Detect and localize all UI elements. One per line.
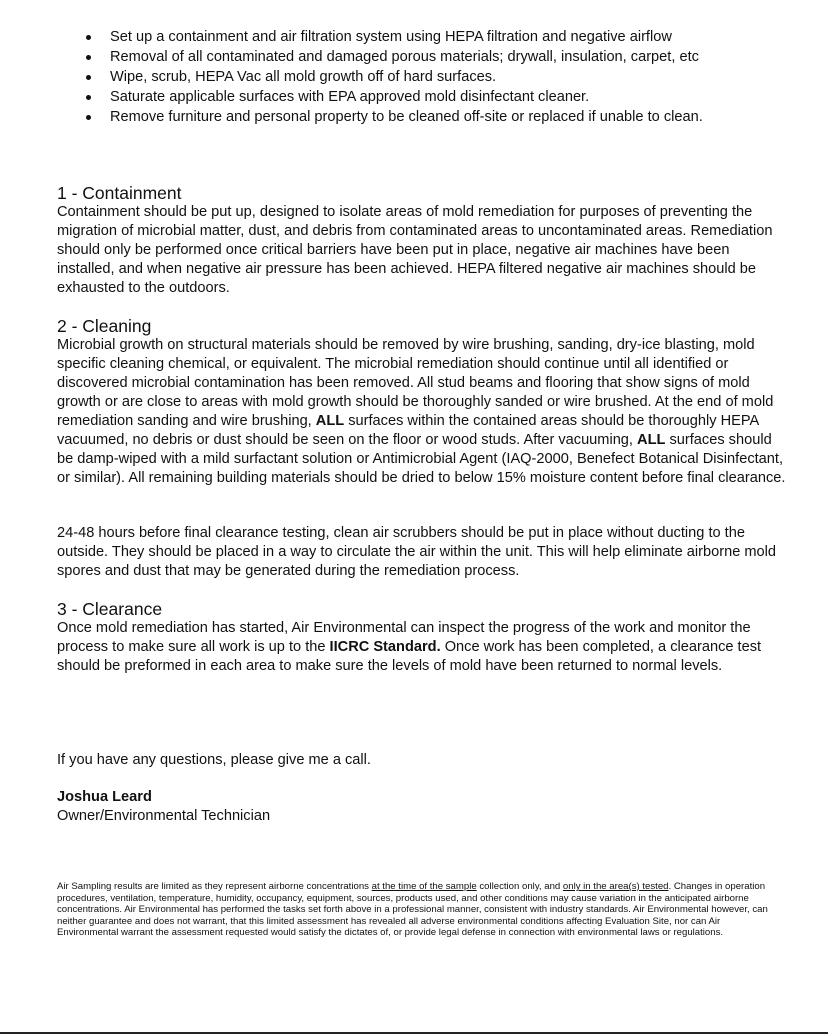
- containment-section: [57, 183, 787, 298]
- cleaning-text: surfaces within the contained areas should be thoroughly HEPA vacuumed, no debris or dust should be seen on the floor or wood studs. After vacuuming,: [57, 413, 759, 448]
- list-item: Set up a containment and air filtration system using HEPA filtration and negative airflow: [86, 27, 816, 47]
- cleaning-text: Microbial growth on structural materials should be removed by wire brushing, sanding, dry-ice blasting, mold specific cleaning chemical, or equivalent. The microbial remediation should continue until all identified or discovered microbial contamination has been removed. All stud beams and flooring that show signs of mold growth or are close to areas with mold growth should be thoroughly sanded or wire brushed. At the end of mold remediation sanding and wire brushing,: [57, 337, 774, 429]
- cleaning-section: [57, 316, 787, 488]
- cleaning-heading: 2 - Cleaning: [57, 316, 152, 336]
- clearance-text: Once work has been completed, a clearance test should be preformed in each area to make sure the levels of mold have been returned to normal levels.: [57, 639, 762, 674]
- emphasis-text: IICRC Standard.: [329, 639, 441, 655]
- clearance-section: [57, 599, 787, 676]
- signature-name: Joshua Leard: [57, 789, 152, 805]
- scrubber-body: 24-48 hours before final clearance testing, clean air scrubbers should be put in place without ducting to the outside. They should be placed in a way to circulate the air within the unit. This will help eliminate airborne mold spores and dust that may be generated during the remediation process.: [57, 525, 776, 579]
- disclaimer-underline: only in the area(s) tested: [562, 881, 669, 892]
- emphasis-text: ALL: [637, 432, 666, 448]
- signature-title: Owner/Environmental Technician: [57, 808, 271, 824]
- disclaimer-part: Air Sampling results are limited as they represent airborne concentrations: [57, 881, 372, 892]
- containment-body: Containment should be put up, designed to isolate areas of mold remediation for purposes of preventing the migration of microbial matter, dust, and debris from contaminated areas to uncontaminated areas. Remediation should only be performed once critical barriers have been put in place, negative air machines have been installed, and when negative air pressure has been achieved. HEPA filtered negative air machines should be exhausted to the outdoors.: [57, 204, 773, 296]
- emphasis-text: ALL: [315, 413, 345, 429]
- containment-heading: 1 - Containment: [57, 183, 182, 203]
- list-item: Saturate applicable surfaces with EPA approved mold disinfectant cleaner.: [86, 87, 816, 107]
- signature-block: [57, 788, 787, 826]
- cleaning-text: surfaces should be damp-wiped with a mild surfactant solution or Antimicrobial Agent (IAQ-2000, Benefect Botanical Disinfectant, or similar). All remaining building materials should be dried to below 15% moisture content before final clearance.: [57, 432, 786, 486]
- clearance-body: [57, 619, 787, 676]
- list-item: Removal of all contaminated and damaged porous materials; drywall, insulation, carpet, etc: [86, 47, 816, 67]
- list-item: Wipe, scrub, HEPA Vac all mold growth off of hard surfaces.: [86, 67, 816, 87]
- disclaimer-underline: at the time of the sample: [371, 881, 477, 892]
- list-item: Remove furniture and personal property to be cleaned off-site or replaced if unable to clean.: [86, 107, 816, 127]
- clearance-heading: 3 - Clearance: [57, 599, 163, 619]
- page-bottom-divider: [0, 1032, 828, 1034]
- remediation-steps-list: [86, 27, 816, 127]
- closing-section: [57, 751, 787, 770]
- scrubber-paragraph: [57, 524, 787, 581]
- closing-line: If you have any questions, please give me a call.: [57, 752, 371, 768]
- disclaimer-part: collection only, and: [476, 881, 563, 892]
- disclaimer-text: [57, 881, 782, 939]
- clearance-text: Once mold remediation has started, Air Environmental can inspect the progress of the work and monitor the process to make sure all work is up to the: [57, 620, 751, 655]
- disclaimer-part: . Changes in operation procedures, ventilation, temperature, humidity, occupancy, equipment, sources, products used, and other conditions may cause variation in the anticipated airborne concentrations. Air Environmental has performed the tasks set forth above in a professional manner, consistent with industry standards. Air Environmental however, can neither guarantee and does not warrant, that this limited assessment has revealed all adverse environmental conditions affecting Evaluation Site, nor can Air Environmental warrant the assessment requested would satisfy the dictates of, or provide legal defense in connection with environmental laws or regulations.: [57, 881, 768, 938]
- cleaning-body: [57, 336, 787, 488]
